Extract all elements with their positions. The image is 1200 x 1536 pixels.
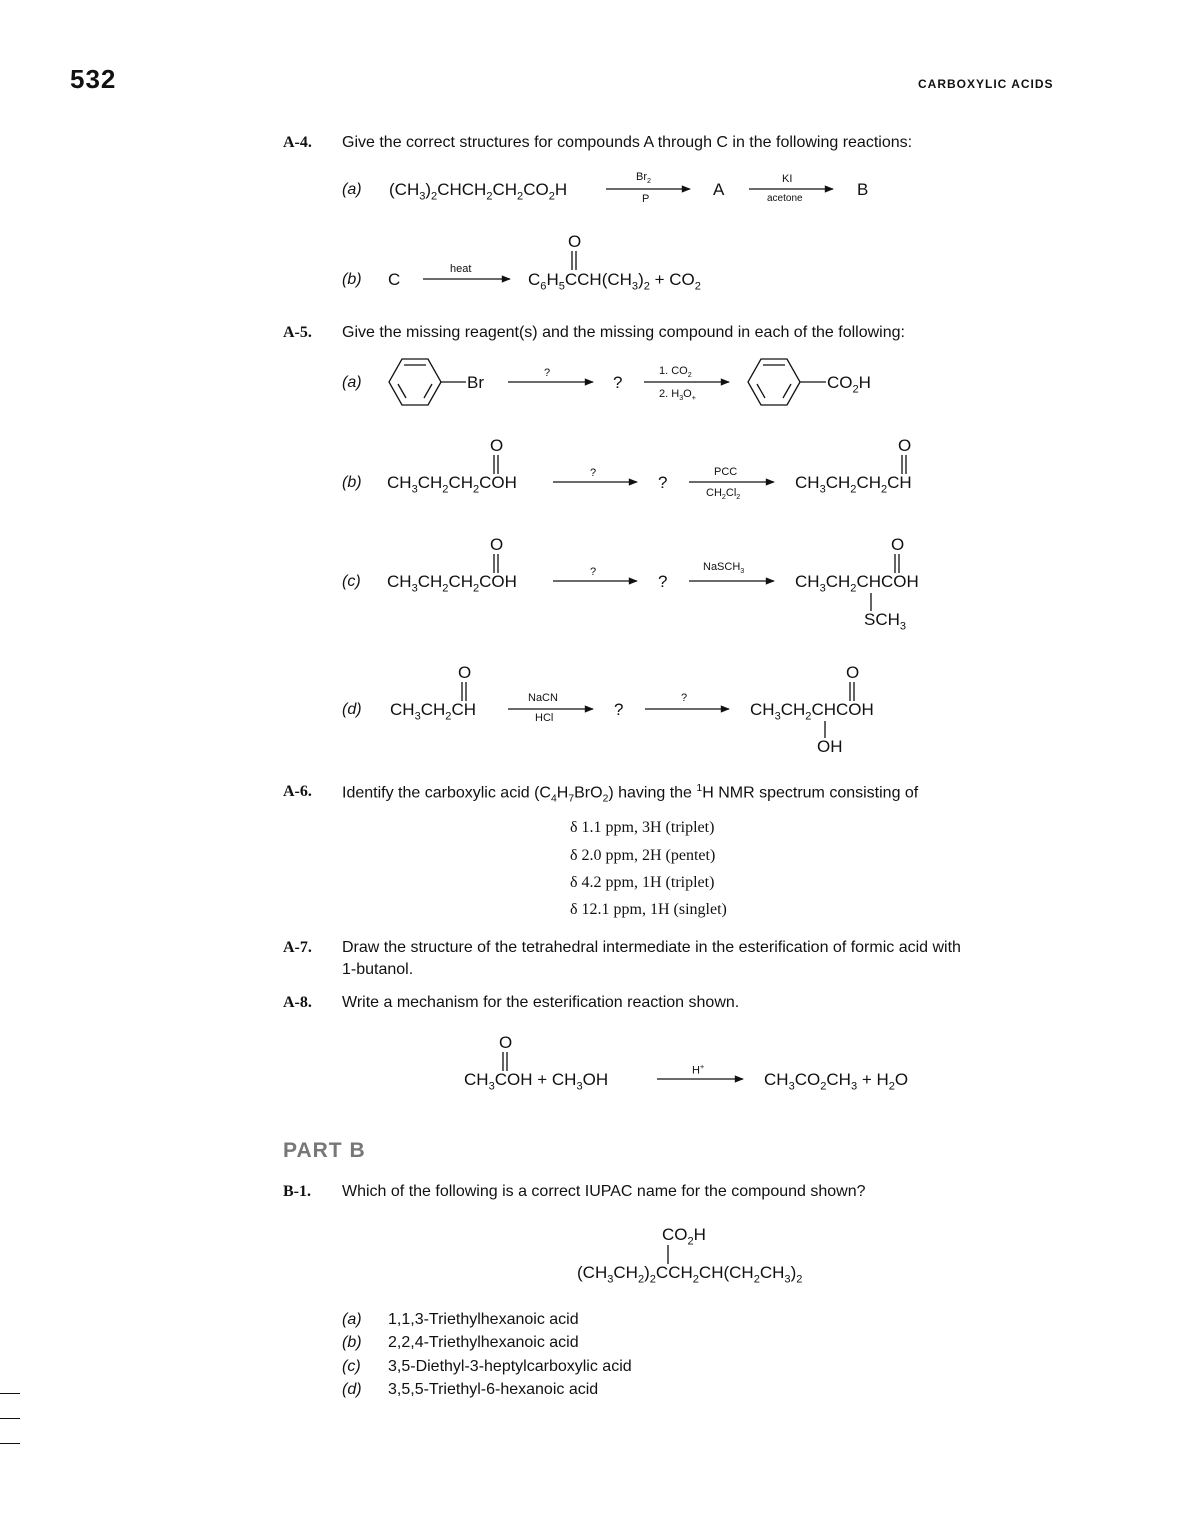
a5b-intermediate: ? (658, 473, 668, 492)
a5a-intermediate: ? (613, 373, 623, 392)
part-label-a5d: (d) (342, 701, 362, 718)
a5d-reactant-oxygen: O (458, 663, 472, 682)
a8-products: $CH_3CO_2CH_3 + H_2O$ (764, 1070, 909, 1093)
a5c-product-oxygen: O (891, 535, 905, 554)
a5c-intermediate: ? (658, 572, 668, 591)
nmr-line-3: δ 4.2 ppm, 1H (triplet) (570, 874, 715, 891)
a5b-reactant: $CH_3CH_2CH_2COH$ (387, 473, 517, 496)
question-text-a6: Identify the carboxylic acid $(C_4H_7BrO_2)$ having the $^1$H NMR spectrum consisting of (342, 783, 919, 805)
option-text-a: 1,1,3-Triethylhexanoic acid (388, 1311, 579, 1328)
a5d-product-substituent: OH (817, 737, 843, 756)
a5d-reactant: $CH_3CH_2CH$ (390, 700, 476, 723)
a5d-product: $CH_3CH_2CHCOH$ (750, 700, 874, 723)
a5c-reagent1: ? (590, 566, 597, 578)
a5c-product-substituent: $SCH_3$ (864, 610, 907, 633)
nmr-line-1: δ 1.1 ppm, 3H (triplet) (570, 819, 715, 836)
a5a-reagent1: ? (544, 367, 551, 379)
a4b-product: $C_6H_5CCH(CH_3)_2 + CO_2$ (528, 270, 701, 293)
question-number-b1: B-1. (283, 1183, 311, 1200)
question-number-a4: A-4. (283, 134, 312, 151)
option-label-a: (a) (342, 1311, 362, 1328)
part-label-a4b: (b) (342, 271, 362, 288)
b1-structure-main: $(CH_3CH_2)_2CCH_2CH(CH_2CH_3)_2$ (577, 1263, 803, 1286)
option-text-c: 3,5-Diethyl-3-heptylcarboxylic acid (388, 1358, 632, 1375)
a4b-reagent: heat (450, 263, 472, 275)
a5b-product-oxygen: O (898, 436, 912, 455)
question-number-a7: A-7. (283, 939, 312, 956)
benzene-ring-left (389, 359, 441, 405)
a5a-bromo-substituent: Br (467, 373, 484, 392)
a4a-reagent1-top: $Br_2$ (636, 171, 651, 186)
question-text-a7-line1: Draw the structure of the tetrahedral intermediate in the esterification of formic acid with (342, 939, 961, 956)
question-text-a5: Give the missing reagent(s) and the missing compound in each of the following: (342, 324, 905, 341)
a5c-reactant-oxygen: O (490, 535, 504, 554)
question-number-a6: A-6. (283, 783, 312, 800)
option-text-d: 3,5,5-Triethyl-6-hexanoic acid (388, 1381, 599, 1398)
question-text-a4: Give the correct structures for compounds A through C in the following reactions: (342, 134, 913, 151)
question-number-a8: A-8. (283, 994, 312, 1011)
a8-reagent: H+ (692, 1063, 705, 1077)
a5a-reagent2-line2: 2. $H_3O_+$ (659, 388, 696, 403)
question-number-a5: A-5. (283, 324, 312, 341)
a5a-carboxyl-substituent: $CO_2H$ (827, 373, 871, 396)
benzene-ring-right (748, 359, 800, 405)
option-label-d: (d) (342, 1381, 362, 1398)
a5c-product: $CH_3CH_2CHCOH$ (795, 572, 919, 595)
part-b-heading: PART B (283, 1139, 366, 1162)
a4a-reagent2-top: KI (782, 173, 793, 185)
carbonyl-bonds (462, 251, 906, 1071)
a4a-product-b: B (857, 180, 869, 199)
part-label-a5b: (b) (342, 474, 362, 491)
option-label-c: (c) (342, 1358, 361, 1375)
a5c-reagent2: NaSCH$_3$ (703, 561, 745, 576)
nmr-line-2: δ 2.0 ppm, 2H (pentet) (570, 847, 716, 864)
a5b-reagent2-bottom: $CH_2Cl_2$ (706, 487, 741, 502)
option-text-b: 2,2,4-Triethylhexanoic acid (388, 1334, 579, 1351)
a5c-reactant: $CH_3CH_2CH_2COH$ (387, 572, 517, 595)
a4b-reactant: C (388, 270, 401, 289)
a5d-intermediate: ? (614, 700, 624, 719)
a5a-reagent2-line1: 1. $CO_2$ (659, 365, 692, 380)
a4a-reactant: $(CH_3)_2CHCH_2CH_2CO_2H$ (389, 180, 568, 203)
a5d-reagent2: ? (681, 692, 688, 704)
part-label-a5a: (a) (342, 374, 362, 391)
a8-reactant-oxygen: O (499, 1033, 513, 1052)
part-label-a5c: (c) (342, 573, 361, 590)
nmr-line-4: δ 12.1 ppm, 1H (singlet) (570, 901, 727, 918)
a5b-reactant-oxygen: O (490, 436, 504, 455)
a5b-product: $CH_3CH_2CH_2CH$ (795, 473, 912, 496)
question-text-a8: Write a mechanism for the esterification reaction shown. (342, 994, 740, 1011)
a5b-reagent2-top: PCC (714, 466, 738, 478)
a4b-oxygen: O (568, 232, 582, 251)
a8-reactants: $CH_3COH + CH_3OH$ (464, 1070, 609, 1093)
b1-structure-top: $CO_2H$ (662, 1225, 706, 1248)
chapter-title: CARBOXYLIC ACIDS (918, 77, 1054, 91)
a4a-product-a: A (713, 180, 725, 199)
a5b-reagent1: ? (590, 467, 597, 479)
page-number: 532 (70, 64, 117, 94)
part-label-a4a: (a) (342, 181, 362, 198)
a5d-reagent1-top: NaCN (528, 692, 558, 704)
a4a-reagent2-bottom: acetone (767, 193, 803, 204)
a5d-reagent1-bottom: HCl (535, 712, 554, 724)
question-text-a7-line2: 1-butanol. (342, 961, 414, 978)
question-text-b1: Which of the following is a correct IUPAC name for the compound shown? (342, 1183, 866, 1200)
a5d-product-oxygen: O (846, 663, 860, 682)
a4a-reagent1-bottom: P (642, 193, 650, 205)
option-label-b: (b) (342, 1334, 362, 1351)
